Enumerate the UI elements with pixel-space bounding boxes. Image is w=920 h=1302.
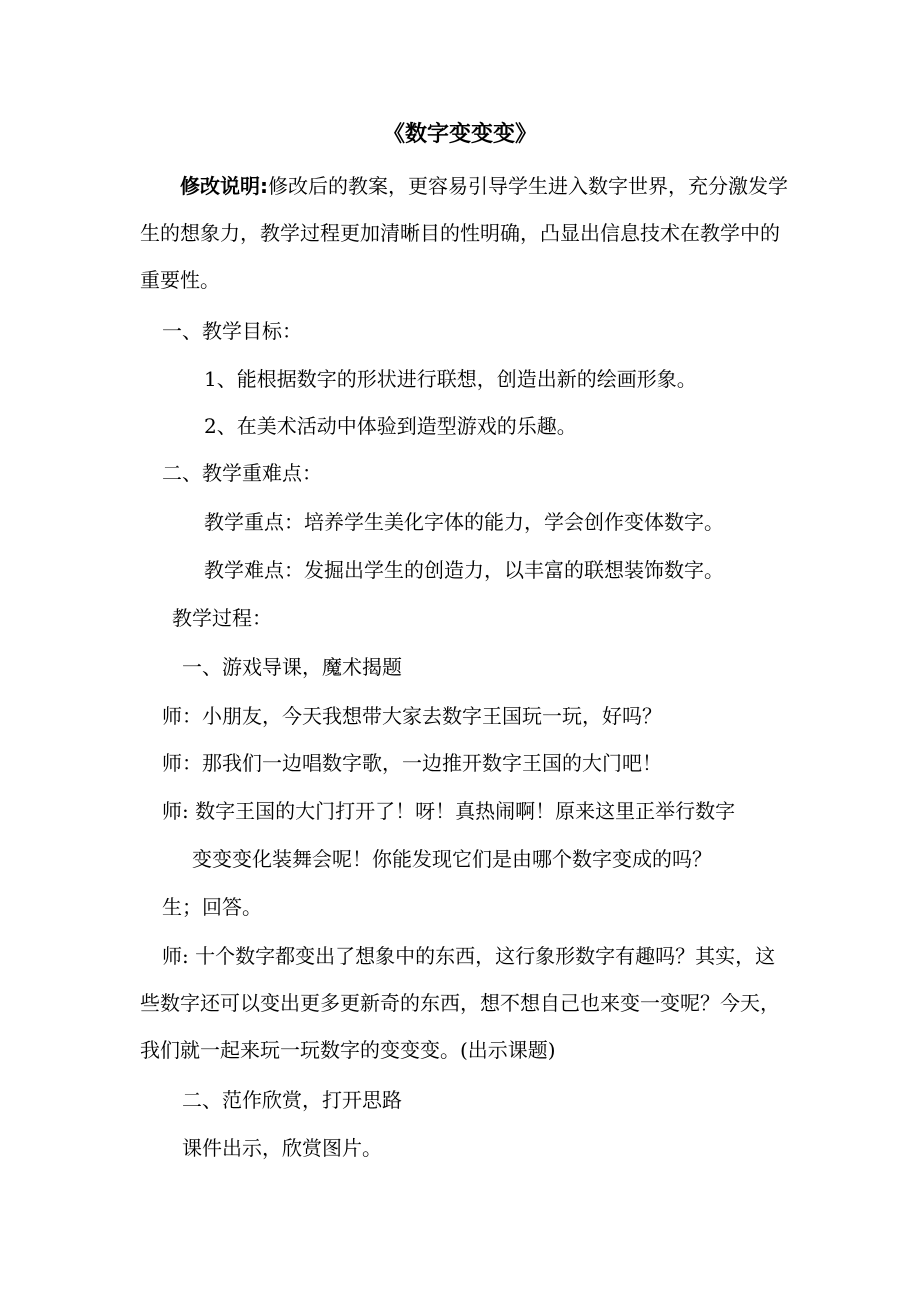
body-line: 课件出示，欣赏图片。 xyxy=(182,1136,382,1160)
process-heading: 教学过程： xyxy=(172,606,272,630)
key-point-item: 教学难点：发掘出学生的创造力，以丰富的联想装饰数字。 xyxy=(204,558,724,582)
key-point-item: 教学重点：培养学生美化字体的能力，学会创作变体数字。 xyxy=(204,510,724,534)
document-title: 《数字变变变》 xyxy=(382,122,537,147)
student-line: 生；回答。 xyxy=(162,895,262,919)
teacher-line-continued: 变变变化装舞会呢！你能发现它们是由哪个数字变成的吗？ xyxy=(192,847,712,871)
teacher-line: 师：那我们一边唱数字歌，一边推开数字王国的大门吧！ xyxy=(162,751,662,775)
goal-item: 2、在美术活动中体验到造型游戏的乐趣。 xyxy=(204,414,577,438)
section-heading: 一、游戏导课，魔术揭题 xyxy=(182,655,402,679)
revision-note-label: 修改说明: xyxy=(180,174,268,198)
section-heading: 二、范作欣赏，打开思路 xyxy=(182,1088,402,1112)
teacher-line: 师: 数字王国的大门打开了！呀！真热闹啊！原来这里正举行数字 xyxy=(162,799,736,823)
goals-heading: 一、教学目标： xyxy=(162,319,302,343)
teacher-line: 师：小朋友，今天我想带大家去数字王国玩一玩，好吗？ xyxy=(162,704,662,728)
key-points-heading: 二、教学重难点： xyxy=(162,461,322,485)
goal-item: 1、能根据数字的形状进行联想，创造出新的绘画形象。 xyxy=(204,367,697,391)
revision-note xyxy=(140,163,790,304)
revision-note-text: 修改后的教案，更容易引导学生进入数字世界，充分激发学生的想象力，教学过程更加清晰目的性明确，凸显出信息技术在教学中的重要性。 xyxy=(140,174,788,292)
teacher-paragraph: 师: 十个数字都变出了想象中的东西，这行象形数字有趣吗？其实，这些数字还可以变出更多更新奇的东西，想不想自己也来变一变呢？今天，我们就一起来玩一玩数字的变变变。(出示课题) xyxy=(140,944,780,1062)
